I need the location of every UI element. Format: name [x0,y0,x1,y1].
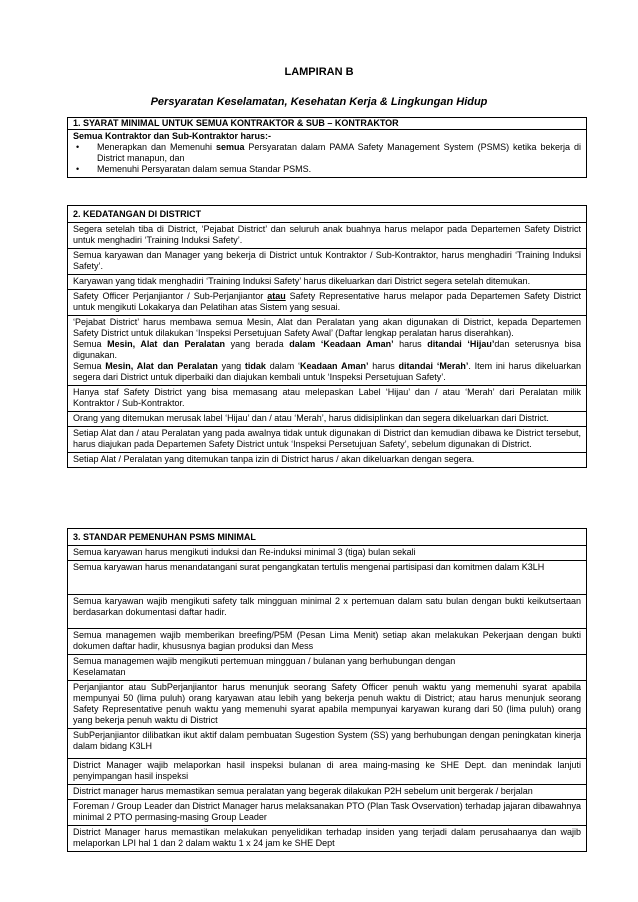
table-row: SubPerjanjiantor dilibatkan ikut aktif dalam pembuatan Sugestion System (SS) yang berhubungan dengan peningkatan kinerja dalam bidang K3LH [68,728,586,758]
row-line: Semua managemen wajib mengikuti pertemuan mingguan / bulanan yang berhubungan dengan [73,656,456,666]
table-row: Semua karyawan dan Manager yang bekerja di District untuk Kontraktor / Sub-Kontraktor, harus menghadiri ‘Training Induksi Safety’. [68,248,586,274]
table-row: Hanya staf Safety District yang bisa memasang atau melepaskan Label ‘Hijau’ dan / atau ‘Merah’ dari Peralatan milik Kontraktor / Sub-Kontraktor. [68,385,586,411]
list-item-text: Persyaratan dalam PAMA Safety Management System (PSMS) ketika bekerja di District manapun, dan [97,142,581,163]
table-row: Semua karyawan harus mengikuti induksi dan Re-induksi minimal 3 (tiga) bulan sekali [68,545,586,560]
table-row: Setiap Alat / Peralatan yang ditemukan tanpa izin di District harus / akan dikeluarkan dengan segera. [68,452,586,467]
document-subtitle: Persyaratan Keselamatan, Kesehatan Kerja & Lingkungan Hidup [150,96,488,108]
row-text-emphasis: atau [267,291,286,301]
table-row: Karyawan yang tidak menghadiri ‘Training Induksi Safety’ harus dikeluarkan dari District segera setelah ditemukan. [68,274,586,289]
table-row: Semua karyawan wajib mengikuti safety talk mingguan minimal 2 x pertemuan dalam satu bulan dengan bukti keikutsertaan berdasarkan dokumentasi daftar hadir. [68,594,586,628]
row-text: yang [217,361,245,371]
row-text-bold: Keadaan Aman’ [300,361,369,371]
row-text-bold: ditandai ‘Merah’ [398,361,469,371]
table-row: District Manager wajib melaporkan hasil inspeksi bulanan di area maing-masing ke SHE Dept. dan menindak lanjuti penyimpangan hasil inspeksi [68,758,586,784]
table-row [68,289,586,315]
row-text-bold: tidak [244,361,266,371]
section-1-list [73,142,581,175]
row-text: harus [368,361,399,371]
row-text-bold: ditandai ‘Hijau’ [427,339,495,349]
row-text-bold: Mesin, Alat dan Peralatan [107,339,225,349]
table-row: District Manager harus memastikan melakukan penyelidikan terhadap insiden yang terjadi dalam perusahaanya dan wajib melaporkan LPI hal 1 dan 2 dalam waktu 1 x 24 jam ke SHE Dept [68,825,586,851]
table-row: Semua karyawan harus menandatangani surat pengangkatan tertulis mengenai partisipasi dan komitmen dalam K3LH [68,560,586,594]
row-text: Semua [73,339,108,349]
section-1-table [67,117,587,178]
list-item-text: Menerapkan dan Memenuhi [97,142,216,152]
row-text: dalam ‘ [265,361,300,371]
section-3-table [67,528,587,852]
row-line: Keselamatan [73,667,126,677]
document-title: LAMPIRAN B [284,66,354,78]
table-row: Perjanjiantor atau SubPerjanjiantor harus menunjuk seorang Safety Officer penuh waktu yang memenuhi syarat apabila mempunyai 50 (lima puluh) orang karyawan atau lebih yang bekerja penuh waktu di District; atau harus menunjuk seorang Safety Representative penuh waktu yang memenuhi syarat apabila mempunyai karyawan kurang dari 50 (lima puluh) orang yang bekerja penuh waktu di District [68,680,586,728]
row-text: Safety Representative harus melapor pada Departemen Safety District untuk mengikuti Lokakarya dan Pelatihan atas Sistem yang sesuai. [73,291,581,312]
section-2-header: 2. KEDATANGAN DI DISTRICT [73,209,202,219]
table-row: District manager harus memastikan semua peralatan yang begerak dilakukan P2H sebelum unit bergerak / berjalan [68,784,586,799]
section-2-table [67,205,587,468]
row-text: dan seterusnya bisa digunakan. [73,339,582,360]
table-row: Semua managemen wajib memberikan breefing/P5M (Pesan Lima Menit) setiap akan melakukan Pekerjaan dengan bukti dokumen daftar hadir, khususnya bagian produksi dan Mess [68,628,586,654]
list-item: • Memenuhi Persyaratan dalam semua Standar PSMS. [73,164,581,175]
list-item [73,142,581,164]
section-1-header: 1. SYARAT MINIMAL UNTUK SEMUA KONTRAKTOR & SUB – KONTRAKTOR [73,118,399,128]
section-1-intro: Semua Kontraktor dan Sub-Kontraktor harus:- [73,131,272,141]
section-1-body [68,129,586,177]
row-text-bold: Mesin, Alat dan Peralatan [105,361,218,371]
row-text-bold: dalam ‘Keadaan Aman’ [289,339,394,349]
row-text: yang berada [225,339,290,349]
table-row: Setiap Alat dan / atau Peralatan yang pada awalnya tidak untuk digunakan di District dan kemudian dibawa ke District tersebut, harus diajukan pada Departemen Safety District untuk ‘Inspeksi Persetujuan Safety’, sebelum digunakan di District. [68,426,586,452]
row-paragraph: ‘Pejabat District’ harus membawa semua Mesin, Alat dan Peralatan yang akan digunakan di District, kepada Departemen Safety District untuk dilakukan ‘Inspeksi Persetujuan Safety Awal’ (Daftar lengkap peralatan harus diserahkan). [73,317,581,338]
row-paragraph [73,339,581,361]
list-item-bold: semua [215,142,245,152]
table-row: Foreman / Group Leader dan District Manager harus melaksanakan PTO (Plan Task Ovservation) terhadap jajaran dibawahnya minimal 2 PTO permasing-masing Group Leader [68,799,586,825]
table-row [68,315,586,385]
row-text: harus [393,339,428,349]
table-row: Orang yang ditemukan merusak label ‘Hijau’ dan / atau ‘Merah’, harus didisiplinkan dan segera dikeluarkan dari District. [68,411,586,426]
row-text: . Item ini harus dikeluarkan segera dari District untuk diperbaiki dan diajukan kembali untuk ‘Inspeksi Persetujuan Safety’. [73,361,581,382]
section-3-header: 3. STANDAR PEMENUHAN PSMS MINIMAL [73,532,256,542]
row-text: Semua [73,361,106,371]
table-row [68,654,586,680]
row-paragraph [73,361,581,383]
row-text: Safety Officer Perjanjiantor / Sub-Perjanjiantor [73,291,268,301]
table-row: Segera setelah tiba di District, ‘Pejabat District’ dan seluruh anak buahnya harus melapor pada Departemen Safety District untuk menghadiri ‘Training Induksi Safety’. [68,222,586,248]
